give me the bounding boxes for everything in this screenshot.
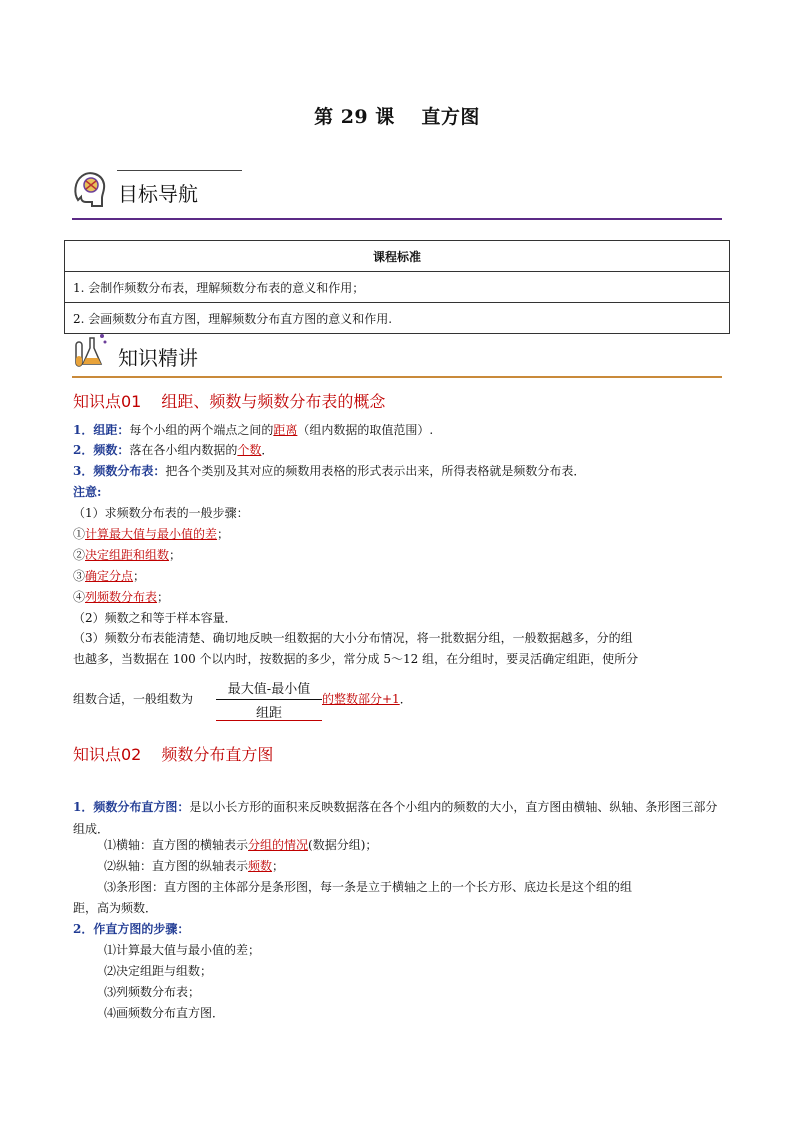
- step-item: ③确定分点；: [73, 569, 146, 583]
- page-title: 第 29 课 直方图: [314, 106, 480, 128]
- section-bottom-rule: [72, 218, 722, 220]
- head-brain-icon: [72, 170, 108, 210]
- fraction-underline: [216, 720, 322, 721]
- table-row: 1. 会制作频数分布表，理解频数分布表的意义和作用；: [65, 272, 730, 303]
- step-item: ⑷画频数分布直方图．: [104, 1006, 225, 1020]
- knowledge-point-heading: 知识点02 频数分布直方图: [73, 745, 274, 764]
- fraction-numerator: 最大值-最小值: [216, 678, 322, 700]
- note-label: 注意:: [73, 485, 102, 499]
- note-item: （2）频数之和等于样本容量．: [73, 611, 237, 625]
- definition-group-distance: 1．组距：每个小组的两个端点之间的距离（组内数据的取值范围）.: [73, 423, 434, 437]
- step-item: ⑶列频数分布表；: [104, 985, 201, 999]
- fraction-group-count: [216, 678, 322, 721]
- definition-frequency-table: 3．频数分布表：把各个类别及其对应的频数用表格的形式表示出来，所得表格就是频数分布表．: [73, 464, 586, 478]
- section-label: 知识精讲: [118, 346, 198, 370]
- table-row: 2. 会画频数分布直方图，理解频数分布直方图的意义和作用.: [65, 303, 730, 334]
- histogram-part: ⑴横轴：直方图的横轴表示分组的情况(数据分组)；: [104, 838, 378, 852]
- step-item: ②决定组距和组数；: [73, 548, 182, 562]
- histogram-part: ⑶条形图：直方图的主体部分是条形图，每一条是立于横轴之上的一个长方形、底边长是这个组的组: [104, 880, 633, 894]
- definition-histogram: 1．频数分布直方图：是以小长方形的面积来反映数据落在各个小组内的频数的大小，直方图由横轴、纵轴、条形图三部分组成．: [73, 800, 718, 836]
- step-item: ④列频数分布表；: [73, 590, 170, 604]
- note-item: （3）频数分布表能清楚、确切地反映一组数据的大小分布情况，将一批数据分组，一般数据越多，分的组: [73, 631, 633, 645]
- histogram-part: ⑵纵轴：直方图的纵轴表示频数；: [104, 859, 285, 873]
- step-item: ⑵决定组距与组数；: [104, 964, 213, 978]
- flask-icon: [72, 328, 108, 368]
- section-goal-nav: [72, 170, 722, 220]
- definition-frequency: 2．频数：落在各小组内数据的个数．: [73, 443, 274, 457]
- table-header: 课程标准: [65, 241, 730, 272]
- step-item: ⑴计算最大值与最小值的差；: [104, 943, 261, 957]
- section-top-rule: [117, 170, 242, 171]
- section-label: 目标导航: [118, 182, 198, 206]
- section-bottom-rule: [72, 376, 722, 378]
- step-item: ①计算最大值与最小值的差；: [73, 527, 230, 541]
- histogram-part: 距，高为频数．: [73, 901, 158, 915]
- section-knowledge: [72, 328, 722, 378]
- note-item: 组数合适，一般组数为: [73, 692, 194, 706]
- fraction-denominator: 组距: [255, 706, 282, 721]
- note-item: 也越多，当数据在 100 个以内时，按数据的多少，常分成 5～12 组，在分组时，要灵活确定组距，使所分: [73, 652, 639, 666]
- fraction-suffix: 的整数部分+1．: [322, 692, 412, 706]
- knowledge-point-heading: 知识点01 组距、频数与频数分布表的概念: [73, 392, 386, 411]
- note-item: （1）求频数分布表的一般步骤：: [73, 506, 249, 520]
- course-standard-table: [64, 240, 730, 334]
- steps-heading: 2．作直方图的步骤：: [73, 922, 190, 936]
